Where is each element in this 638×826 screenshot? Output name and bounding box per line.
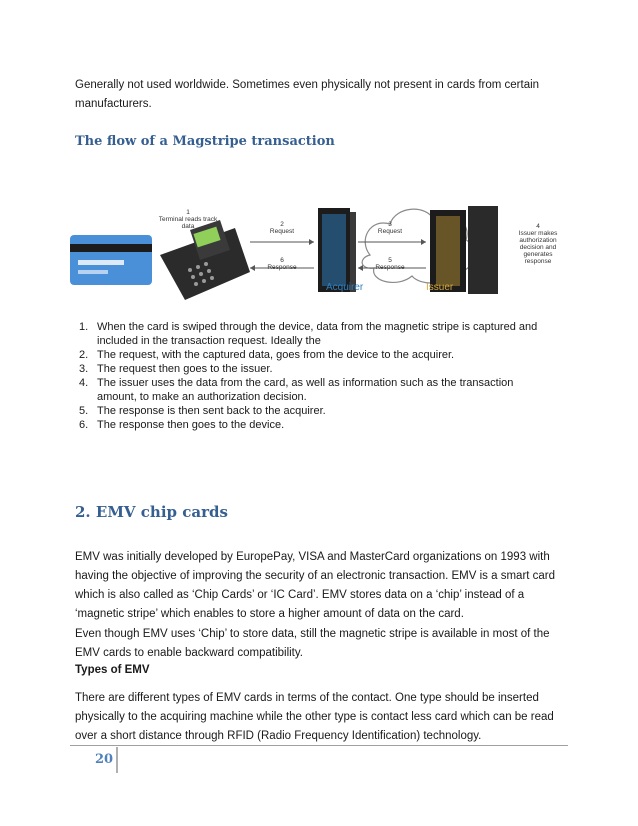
types-paragraph: There are different types of EMV cards in terms of the contact. One type should be inserted physically to the acquiring machine while the other type is contact less card which can be read over a short distance through RFID (Radio Frequency Identification) technology.: [75, 692, 554, 742]
emv-paragraph-2: Even though EMV uses ‘Chip’ to store data, still the magnetic stripe is available in most of the EMV cards to enable backward compatibility.: [75, 628, 550, 659]
magstripe-card-icon: [70, 235, 152, 285]
page-number: 20: [95, 752, 114, 767]
acquirer-label: Acquirer: [326, 282, 364, 293]
types-heading: Types of EMV: [75, 664, 150, 676]
step3-label: 3 Request: [377, 221, 403, 235]
emv-paragraph-1: EMV was initially developed by EuropePay, VISA and MasterCard organizations on 1993 with having the objective of improving the security of an electronic transaction. EMV is a smart card which is also called as ‘Chip Cards’ or ‘IC Card’. EMV stores data on a ‘chip’ instead of a ‘magnetic stripe’ which enables to store a higher amount of data on the card.: [75, 551, 556, 620]
step6-label: 6 Response: [267, 257, 297, 271]
list-item: 2. The request, with the captured data, goes from the device to the acquirer.: [79, 349, 455, 361]
flow-heading: The flow of a Magstripe transaction: [75, 134, 335, 149]
list-item: 3. The request then goes to the issuer.: [79, 363, 273, 375]
flow-steps-list: [75, 320, 555, 432]
list-item: 1. When the card is swiped through the device, data from the magnetic stripe is captured and included in the transaction request. Ideally the: [79, 321, 538, 347]
acquirer-server-icon: [318, 208, 356, 292]
payment-terminal-icon: [160, 220, 250, 300]
step5-label: 5 Response: [375, 257, 405, 271]
footer-vertical-bar: [116, 747, 118, 773]
step1-label: 1 Terminal reads track data: [158, 209, 218, 230]
list-item: 5. The response is then sent back to the acquirer.: [79, 405, 326, 417]
step2-label: 2 Request: [269, 221, 295, 235]
magstripe-flow-diagram: [70, 200, 570, 305]
emv-heading: 2. EMV chip cards: [75, 503, 228, 521]
list-item: 4. The issuer uses the data from the card, as well as information such as the transaction amount, to make an authorization decision.: [79, 377, 514, 403]
list-item: 6. The response then goes to the device.: [79, 419, 285, 431]
issuer-label: Issuer: [426, 282, 454, 293]
step4-label: 4 Issuer makes authorization decision and generates response: [518, 223, 558, 265]
issuer-server-icon: [430, 206, 498, 294]
intro-paragraph: Generally not used worldwide. Sometimes even physically not present in cards from certain manufacturers.: [75, 79, 540, 110]
footer-divider: [70, 745, 568, 746]
